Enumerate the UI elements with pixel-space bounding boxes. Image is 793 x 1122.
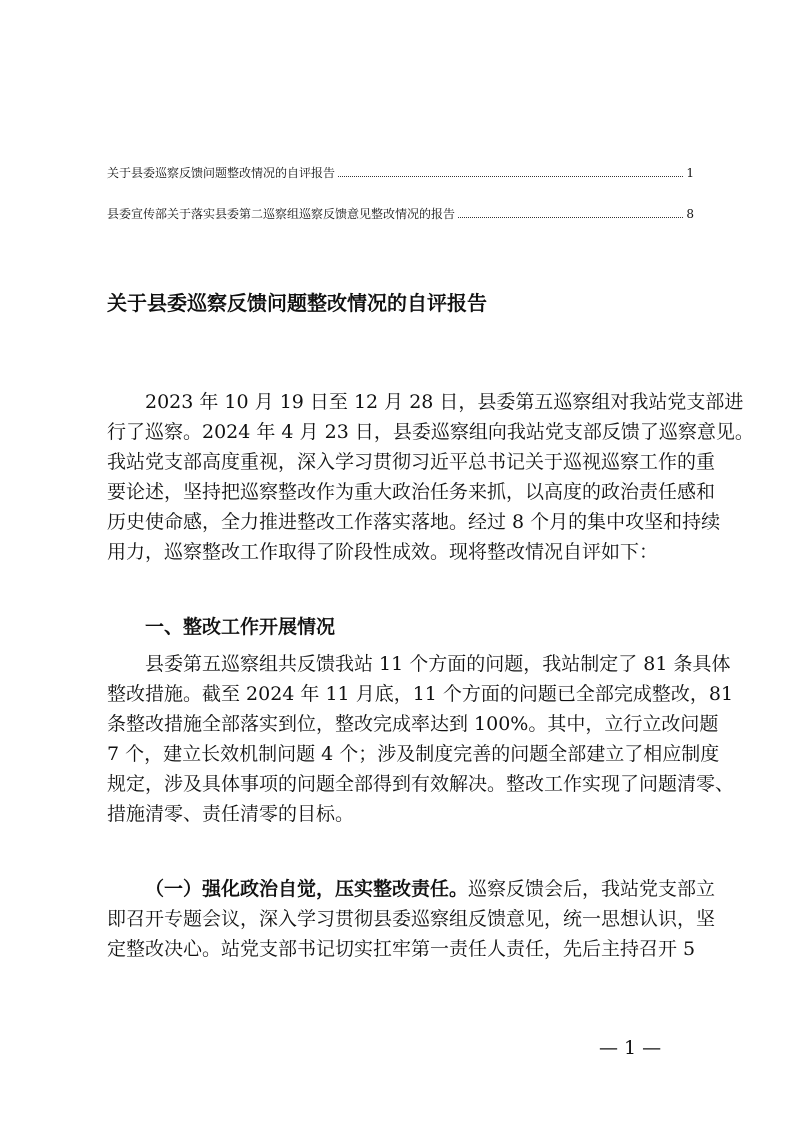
paragraph-line	[107, 874, 716, 904]
subsection-paragraph	[107, 874, 716, 964]
section-heading: 一、整改工作开展情况	[145, 616, 336, 638]
paragraph-line: 2023 年 10 月 19 日至 12 月 28 日，县委第五巡察组对我站党支部进	[145, 391, 744, 413]
paragraph-line: 我站党支部高度重视，深入学习贯彻习近平总书记关于巡视巡察工作的重	[107, 451, 716, 473]
paragraph-line: 即召开专题会议，深入学习贯彻县委巡察组反馈意见，统一思想认识，坚	[107, 908, 716, 930]
subsection-heading: （一）强化政治自觉，压实整改责任。	[145, 878, 469, 900]
paragraph-line: 整改措施。截至 2024 年 11 月底，11 个方面的问题已全部完成整改，81	[107, 683, 734, 705]
section-paragraph	[107, 649, 735, 829]
paragraph-line: 行了巡察。2024 年 4 月 23 日，县委巡察组向我站党支部反馈了巡察意见。	[107, 421, 754, 443]
paragraph-line: 措施清零、责任清零的目标。	[107, 803, 355, 825]
toc-entry-page: 8	[686, 207, 694, 221]
toc-entry[interactable]	[107, 204, 694, 222]
paragraph-line: 定整改决心。站党支部书记切实扛牢第一责任人责任，先后主持召开 5	[107, 938, 696, 960]
paragraph-line: 县委第五巡察组共反馈我站 11 个方面的问题，我站制定了 81 条具体	[145, 653, 731, 675]
document-title: 关于县委巡察反馈问题整改情况的自评报告	[107, 291, 487, 315]
toc-entry-title: 关于县委巡察反馈问题整改情况的自评报告	[107, 166, 336, 180]
paragraph-text: 巡察反馈会后，我站党支部立	[468, 878, 716, 900]
toc-leader-dots	[458, 217, 683, 218]
toc-entry-title: 县委宣传部关于落实县委第二巡察组巡察反馈意见整改情况的报告	[107, 207, 456, 221]
paragraph-line: 条整改措施全部落实到位，整改完成率达到 100%。其中，立行立改问题	[107, 713, 719, 735]
paragraph-line: 要论述，坚持把巡察整改作为重大政治任务来抓，以高度的政治责任感和	[107, 481, 716, 503]
paragraph-line: 规定，涉及具体事项的问题全部得到有效解决。整改工作实现了问题清零、	[107, 773, 735, 795]
toc-entry-page: 1	[686, 166, 694, 180]
toc-leader-dots	[338, 176, 683, 177]
intro-paragraph	[107, 387, 754, 567]
paragraph-line: 用力，巡察整改工作取得了阶段性成效。现将整改情况自评如下：	[107, 541, 659, 563]
toc-entry[interactable]	[107, 163, 694, 181]
page-number: — 1 —	[599, 1037, 662, 1059]
paragraph-line: 7 个，建立长效机制问题 4 个；涉及制度完善的问题全部建立了相应制度	[107, 743, 720, 765]
paragraph-line: 历史使命感，全力推进整改工作落实落地。经过 8 个月的集中攻坚和持续	[107, 511, 721, 533]
